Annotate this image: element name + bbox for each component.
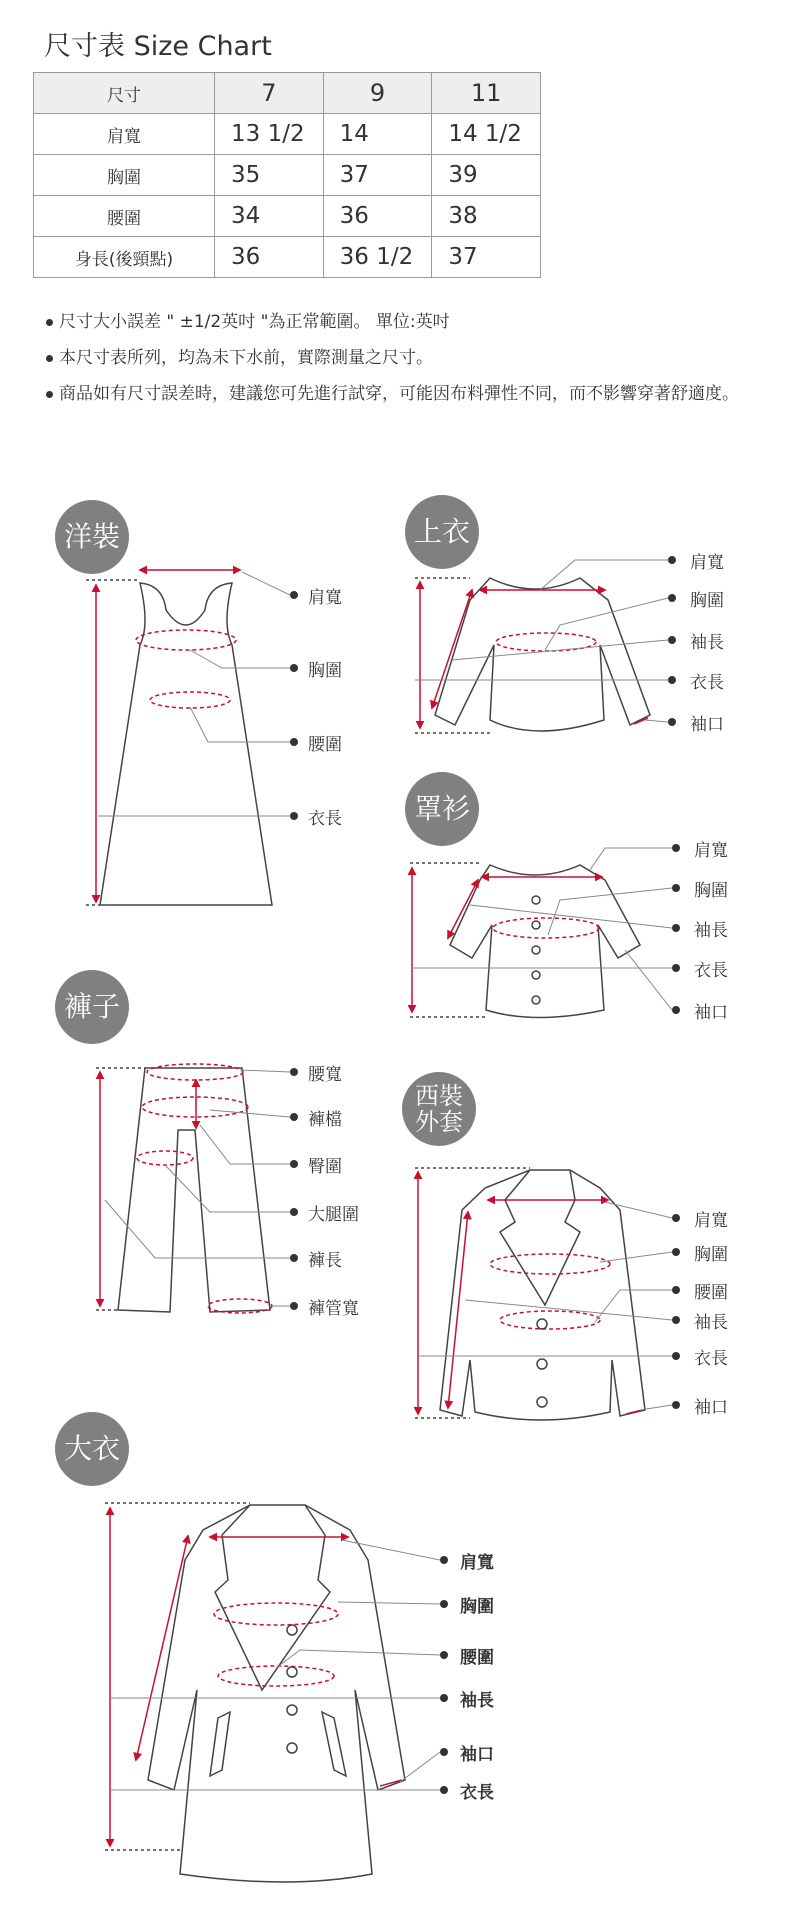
blazer-label: 袖長	[694, 1313, 728, 1333]
blazer-drawing	[415, 1168, 672, 1420]
row-label: 身長(後頸點)	[34, 237, 215, 278]
table-cell: 36	[215, 237, 324, 278]
cardigan-label: 袖口	[694, 1003, 728, 1023]
badge-pants: 褲子	[55, 970, 129, 1044]
pants-label: 褲管寬	[308, 1299, 359, 1319]
cardigan-drawing	[410, 848, 672, 1018]
top-label: 袖口	[690, 715, 724, 735]
cardigan-label: 肩寬	[694, 841, 728, 861]
cardigan-label: 袖長	[694, 921, 728, 941]
coat-drawing	[105, 1503, 440, 1882]
coat-label: 袖長	[460, 1691, 494, 1711]
table-cell: 13 1/2	[215, 114, 324, 155]
row-label: 腰圍	[34, 196, 215, 237]
top-label: 肩寬	[690, 553, 724, 573]
coat-label: 胸圍	[460, 1597, 494, 1617]
table-cell: 38	[432, 196, 541, 237]
row-label: 肩寬	[34, 114, 215, 155]
table-cell: 36	[323, 196, 432, 237]
size-header: 9	[323, 73, 432, 114]
badge-blazer	[402, 1072, 476, 1146]
dress-label: 胸圍	[308, 661, 342, 681]
size-header: 7	[215, 73, 324, 114]
coat-label: 袖口	[460, 1745, 494, 1765]
blazer-label: 衣長	[694, 1349, 728, 1369]
cardigan-label: 衣長	[694, 961, 728, 981]
row-label: 胸圍	[34, 155, 215, 196]
blazer-label: 袖口	[694, 1398, 728, 1418]
table-cell: 14 1/2	[432, 114, 541, 155]
blazer-label: 胸圍	[694, 1245, 728, 1265]
top-label: 胸圍	[690, 591, 724, 611]
badge-coat: 大衣	[55, 1412, 129, 1486]
page-title: 尺寸表 Size Chart	[44, 31, 272, 62]
coat-label: 肩寬	[460, 1553, 494, 1573]
top-label: 衣長	[690, 673, 724, 693]
pants-label: 褲長	[308, 1251, 342, 1271]
table-cell: 39	[432, 155, 541, 196]
badge-cardigan: 罩衫	[405, 772, 479, 846]
table-cell: 37	[432, 237, 541, 278]
table-cell: 36 1/2	[323, 237, 432, 278]
pants-drawing	[96, 1064, 290, 1313]
table-cell: 37	[323, 155, 432, 196]
note-text: 本尺寸表所列，均為未下水前，實際測量之尺寸。	[59, 348, 433, 368]
pants-label: 臀圍	[308, 1157, 342, 1177]
table-header-label: 尺寸	[34, 73, 215, 114]
note-text: 尺寸大小誤差 " ±1/2英吋 "為正常範圍。 單位:英吋	[59, 312, 450, 332]
note-text: 商品如有尺寸誤差時，建議您可先進行試穿，可能因布料彈性不同，而不影響穿著舒適度。	[59, 384, 739, 404]
cardigan-label: 胸圍	[694, 881, 728, 901]
size-header: 11	[432, 73, 541, 114]
blazer-label: 肩寬	[694, 1211, 728, 1231]
top-drawing	[415, 560, 668, 733]
blazer-label: 腰圍	[694, 1283, 728, 1303]
badge-blazer-line2: 外套	[415, 1108, 463, 1136]
table-cell: 14	[323, 114, 432, 155]
top-label: 袖長	[690, 633, 724, 653]
coat-label: 衣長	[460, 1783, 494, 1803]
dress-drawing	[86, 570, 290, 905]
dress-label: 衣長	[308, 809, 342, 829]
dress-label: 腰圍	[308, 735, 342, 755]
table-cell: 34	[215, 196, 324, 237]
pants-label: 腰寬	[308, 1065, 342, 1085]
badge-top: 上衣	[405, 495, 479, 569]
pants-label: 大腿圍	[308, 1205, 359, 1225]
badge-blazer-line1: 西裝	[415, 1082, 463, 1110]
dress-label: 肩寬	[308, 588, 342, 608]
badge-dress: 洋裝	[55, 500, 129, 574]
pants-label: 褲檔	[308, 1110, 342, 1130]
coat-label: 腰圍	[460, 1648, 494, 1668]
table-cell: 35	[215, 155, 324, 196]
